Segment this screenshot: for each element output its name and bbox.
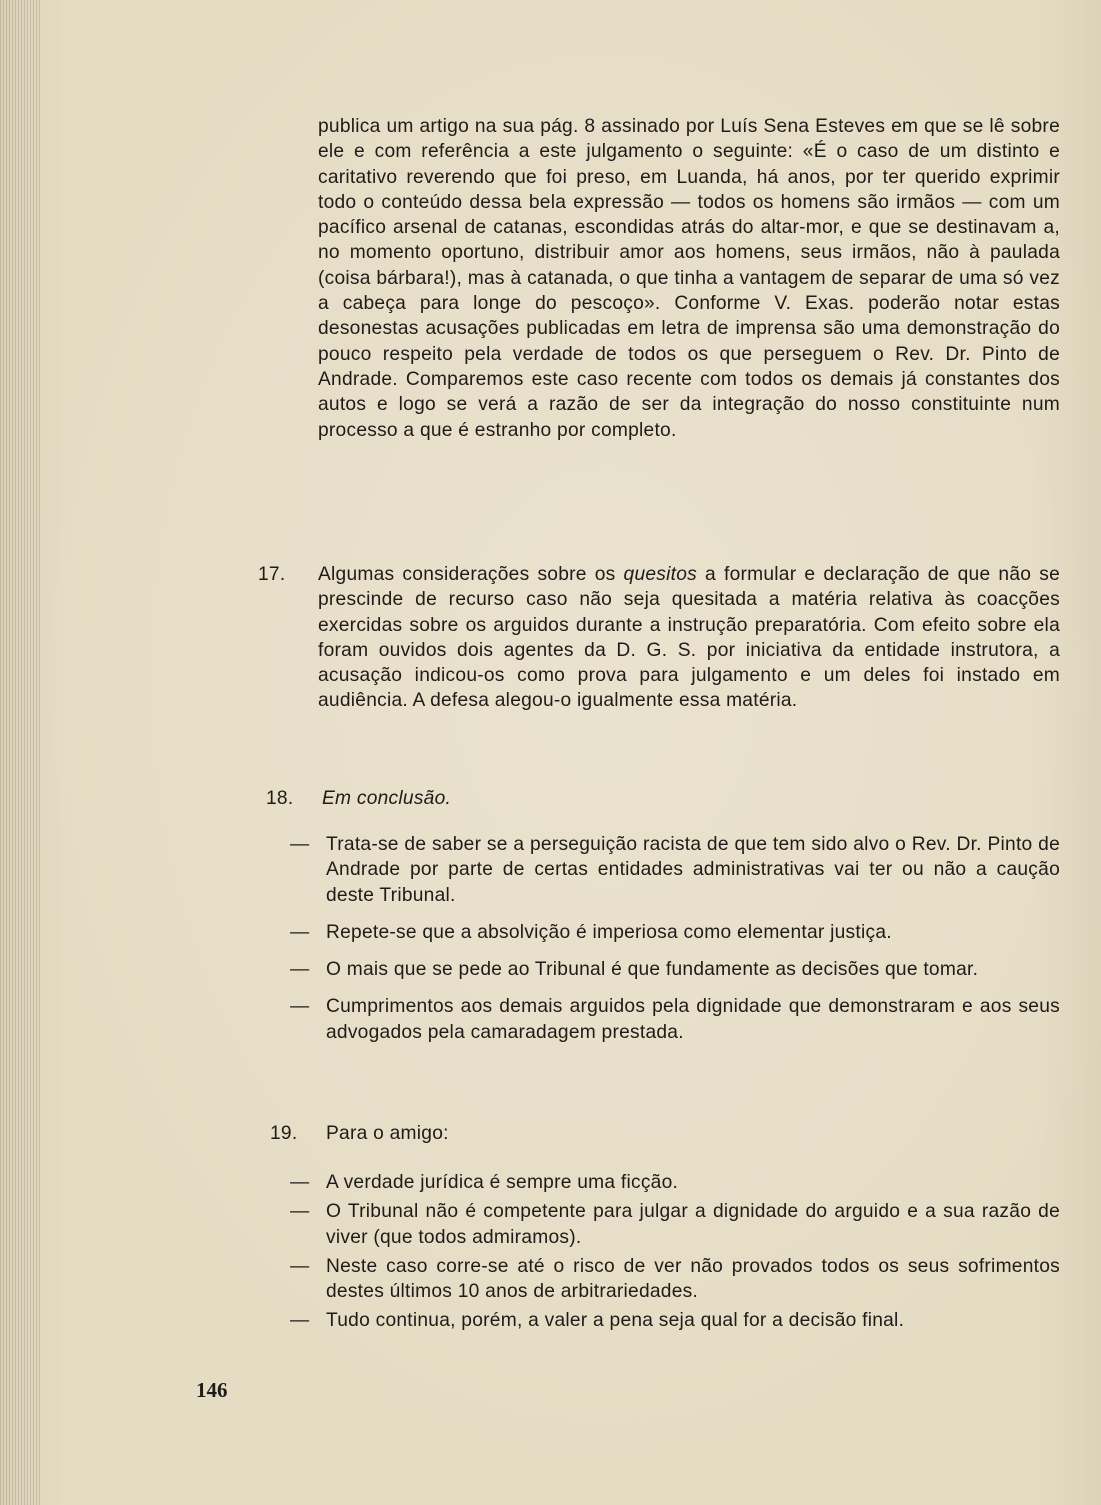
page-binding-edge — [0, 0, 40, 1505]
list-item: — Neste caso corre-se até o risco de ver não provados todos os seus sofrimentos destes últimos 10 anos de arbitrariedades. — [290, 1255, 1060, 1303]
list-item: — O mais que se pede ao Tribunal é que fundamente as decisões que tomar. — [290, 959, 979, 981]
section-17 — [258, 562, 1060, 742]
section-18-heading — [266, 786, 666, 812]
section-18-list — [290, 832, 1060, 1045]
page-number: 146 — [196, 1378, 228, 1402]
list-item: — Repete-se que a absolvição é imperiosa como elementar justiça. — [290, 921, 892, 943]
list-item: — A verdade jurídica é sempre uma ficção. — [290, 1172, 679, 1193]
section-17-number: 17. — [258, 564, 286, 585]
section-19-heading — [270, 1121, 670, 1147]
list-item: — Tudo continua, porém, a valer a pena seja qual for a decisão final. — [290, 1310, 905, 1332]
section-19-list — [290, 1170, 1060, 1334]
section-18-number: 18. — [266, 788, 294, 809]
list-item: — Cumprimentos aos demais arguidos pela dignidade que demonstraram e aos seus advogados pela camaradagem prestada. — [290, 996, 1060, 1043]
list-item: — Trata-se de saber se a perseguição racista de que tem sido alvo o Rev. Dr. Pinto de Andrade por parte de certas entidades administrativas vai ter ou não a caução deste Tribunal. — [290, 834, 1060, 906]
section-19-title: Para o amigo: — [326, 1123, 449, 1144]
section-18-title: Em conclusão. — [322, 788, 452, 809]
section-17-text: Algumas considerações sobre os quesitos a formular e declaração de que não se prescinde de recurso caso não seja quesitada a matéria relativa às coacções exercidas sobre os arguidos durante a instrução preparatória. Com efeito sobre ela foram ouvidos dois agentes da D. G. S. por iniciativa da entidade instrutora, a acusação indicou-os como prova para julgamento e um deles foi instado em audiência. A defesa alegou-o igualmente essa matéria. — [318, 564, 1060, 712]
section-19-number: 19. — [270, 1123, 298, 1144]
quesitos-term: quesitos — [623, 564, 697, 585]
intro-paragraph: publica um artigo na sua pág. 8 assinado por Luís Sena Esteves em que se lê sobre ele e com referência a este julgamento o seguinte: «É o caso de um distinto e caritativo reverendo que foi preso, em Luanda, há anos, por ter querido exprimir todo o conteúdo dessa bela expressão — todos os homens são irmãos — com um pacífico arsenal de catanas, escondidas atrás do altar-mor, e que se destinavam a, no momento oportuno, distribuir amor aos homens, seus irmãos, não à paulada (coisa bárbara!), mas à catanada, o que tinha a vantagem de separar de uma só vez a cabeça para longe do pescoço». Conforme V. Exas. poderão notar estas desonestas acusações publicadas em letra de imprensa são uma demonstração do pouco respeito pela verdade de todos os que perseguem o Rev. Dr. Pinto de Andrade. Comparemos este caso recente com todos os demais já constantes dos autos e logo se verá a razão de ser da integração do nosso constituinte num processo a que é estranho por completo. — [318, 116, 1060, 441]
list-item: — O Tribunal não é competente para julgar a dignidade do arguido e a sua razão de viver (que todos admiramos). — [290, 1201, 1060, 1248]
